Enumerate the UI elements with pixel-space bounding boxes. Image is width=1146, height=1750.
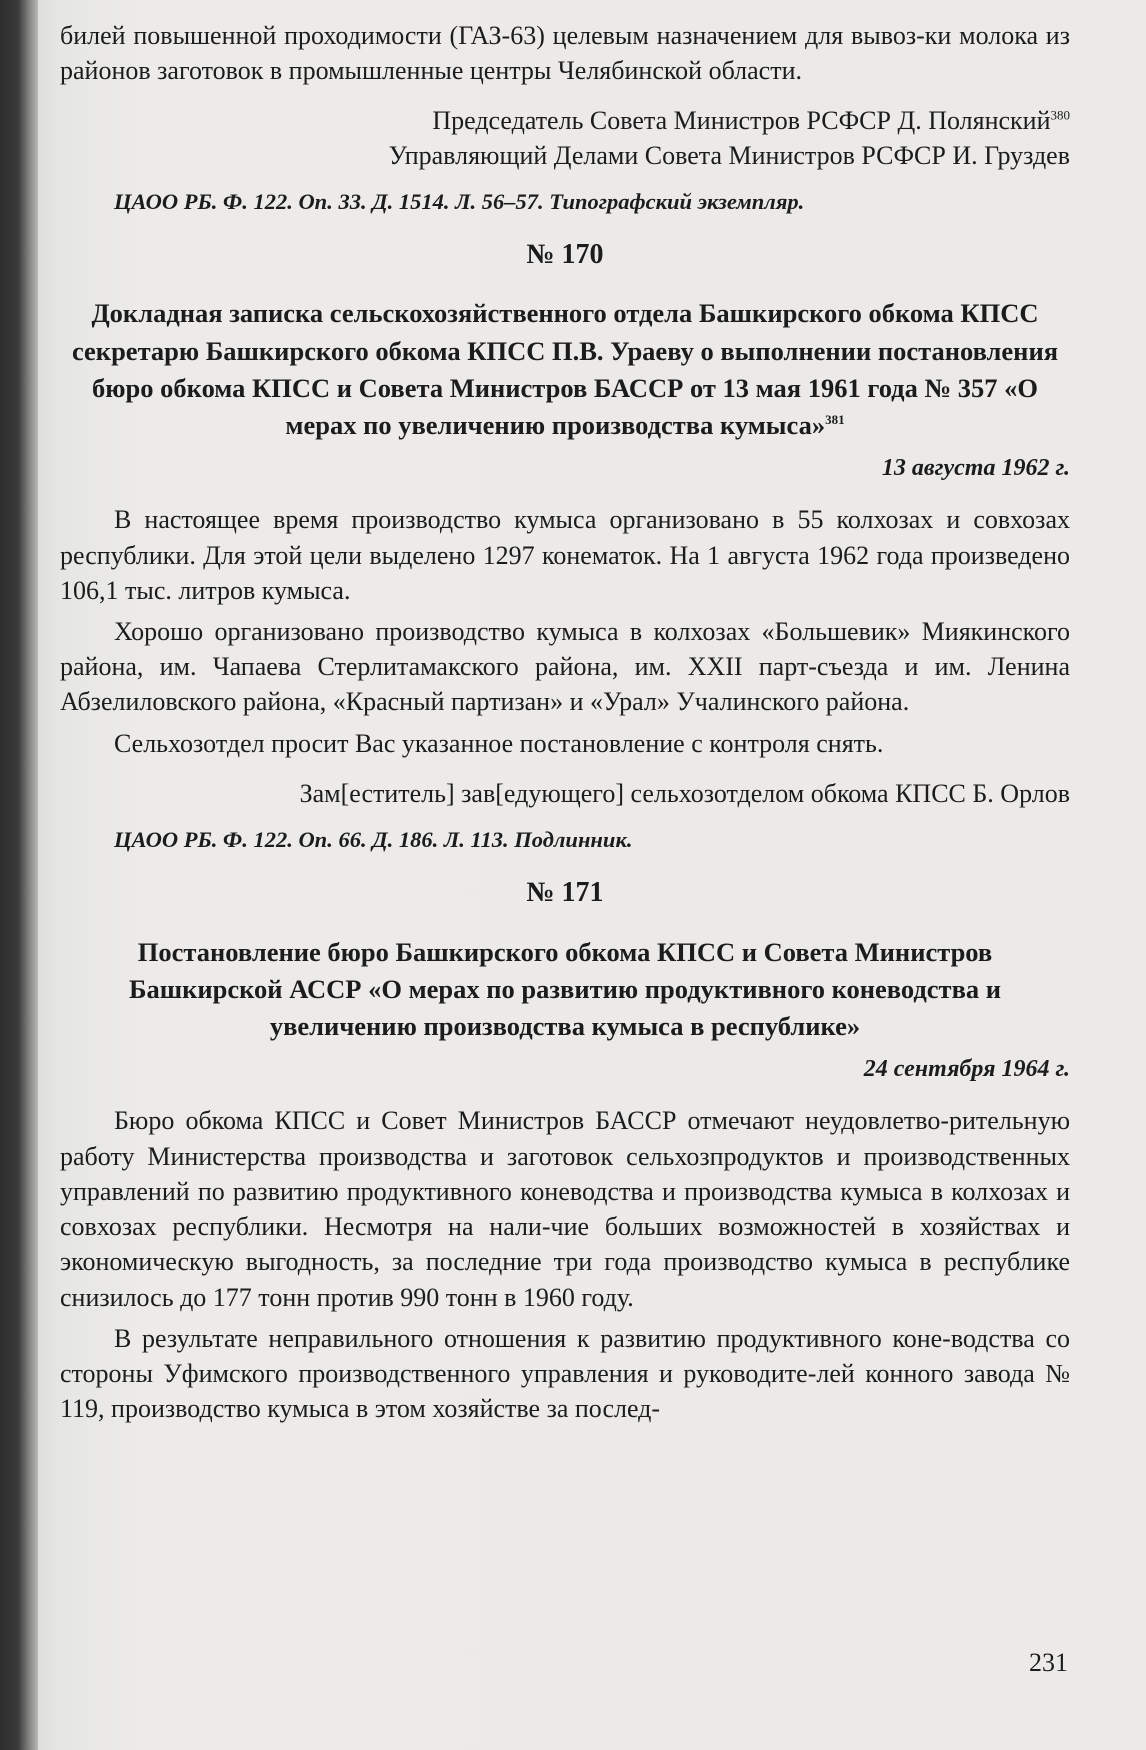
page-number: 231	[1029, 1648, 1068, 1677]
signature-manager	[60, 139, 1070, 173]
signature-manager-text: Управляющий Делами Совета Министров РСФСР И. Груздев	[388, 140, 1070, 170]
page-content	[60, 18, 1070, 1432]
doc-171-number: № 171	[526, 876, 604, 908]
book-binding-edge	[0, 0, 38, 1750]
doc-170-signature: Зам[еститель] зав[едующего] сельхозотделом обкома КПСС Б. Орлов	[299, 778, 1070, 808]
doc-171-paragraph: Бюро обкома КПСС и Совет Министров БАССР отмечают неудовлетво-рительную работу Министерства производства и заготовок сельхозпродуктов и производственных управлений по развитию продуктивного коневодства и производства кумыса в колхозах и совхозах республики. Несмотря на нали-чие больших возможностей в хозяйствах и экономическую выгодность, за последние три года производство кумыса в республике снизилось до 177 тонн против 990 тонн в 1960 году.	[60, 1106, 1070, 1312]
doc-170-paragraph: Хорошо организовано производство кумыса в колхозах «Большевик» Миякинского района, им. Чапаева Стерлитамакского района, им. XXII парт-съезда и им. Ленина Абзелиловского района, «Красный партизан» и «Урал» Учалинского района.	[60, 617, 1070, 717]
doc-170-source: ЦАОО РБ. Ф. 122. Оп. 66. Д. 186. Л. 113. Подлинник.	[114, 827, 633, 853]
doc-170-title-text: Докладная записка сельскохозяйственного отдела Башкирского обкома КПСС секретарю Башкирского обкома КПСС П.В. Ураеву о выполнении постановления бюро обкома КПСС и Совета Министров БАССР от 13 мая 1961 года № 357 «О мерах по увеличению производства кумыса»	[71, 298, 1059, 440]
intro-text: билей повышенной проходимости (ГАЗ-63) целевым назначением для вывоз-ки молока из районов заготовок в промышленные центры Челябинской области.	[60, 21, 1070, 86]
signature-chairman-text: Председатель Совета Министров РСФСР Д. Полянский	[432, 106, 1051, 136]
doc-170-paragraph: Сельхозотдел просит Вас указанное постановление с контроля снять.	[114, 728, 884, 758]
doc-170-number: № 170	[526, 238, 604, 270]
footnote-ref-381: 381	[825, 411, 845, 427]
footnote-ref-380: 380	[1050, 107, 1070, 123]
doc-170-title	[60, 295, 1070, 443]
doc-170-paragraph: В настоящее время производство кумыса организовано в 55 колхозах и совхозах республики. Для этой цели выделено 1297 конематок. На 1 августа 1962 года произведено 106,1 тыс. литров кумыса.	[60, 505, 1070, 605]
doc-170-date: 13 августа 1962 г.	[881, 454, 1070, 481]
doc-171-paragraph: В результате неправильного отношения к развитию продуктивного коне-водства со стороны Уфимского производственного управления и руководите-лей конного завода № 119, производство кумыса в этом хозяйстве за послед-	[60, 1323, 1070, 1424]
archive-source-prev: ЦАОО РБ. Ф. 122. Оп. 33. Д. 1514. Л. 56–57. Типографский экземпляр.	[114, 189, 805, 215]
doc-171-date: 24 сентября 1964 г.	[863, 1055, 1070, 1082]
signature-chairman	[60, 104, 1070, 138]
doc-171-title: Постановление бюро Башкирского обкома КПСС и Совета Министров Башкирской АССР «О мерах по развитию продуктивного коневодства и увеличению производства кумыса в республике»	[128, 936, 1002, 1041]
